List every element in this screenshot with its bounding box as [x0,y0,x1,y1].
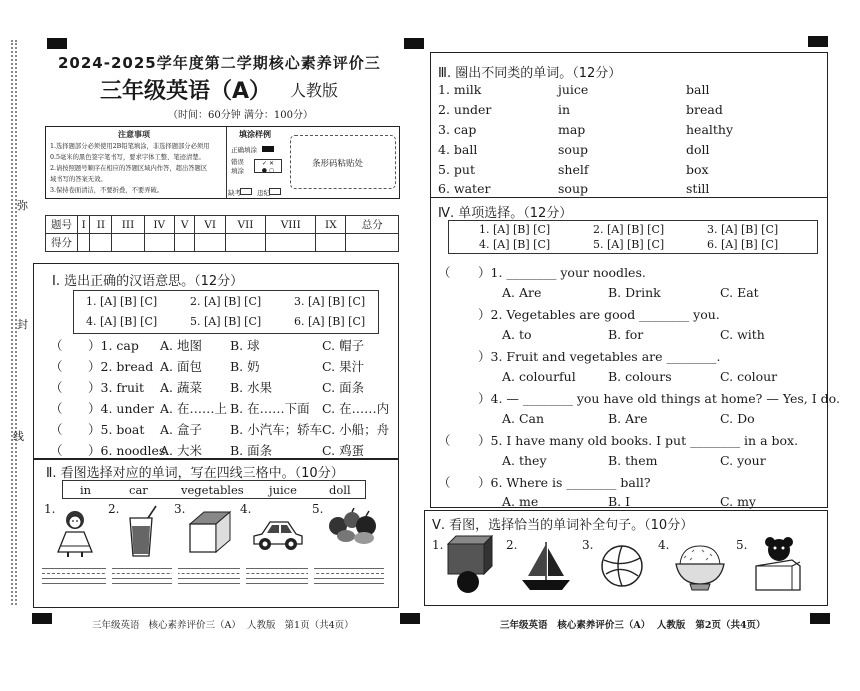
barcode-label: 条形码粘贴处 [312,159,364,169]
registration-mark [808,36,828,47]
option-c[interactable]: C. 鸡蛋 [322,443,365,458]
list-item: （ [50,422,63,437]
option-a[interactable]: A. 盒子 [160,422,202,437]
section-4-title: Ⅳ. 单项选择。（12分） [438,206,573,221]
word-a[interactable]: 5. put [438,162,475,177]
notice-line: 1.选择题部分必须使用2B铅笔填涂，非选择题部分必须用 [50,143,210,150]
notice-line: 0.5毫米的黑色签字笔书写，要求字体工整、笔迹清楚。 [50,154,205,161]
option-a[interactable]: A. 蔬菜 [160,380,202,395]
question-text: ）6. noodles [88,443,166,458]
option-b[interactable]: B. 小汽车；轿车 [230,422,323,437]
absent-label: 缺考 [228,189,241,197]
vegetables-icon [326,508,382,548]
boat-icon [518,538,574,594]
score-cell[interactable] [316,234,346,252]
option-a[interactable]: A. they [502,453,547,468]
score-cell[interactable] [195,234,225,252]
option-c[interactable]: C. with [720,327,765,342]
notice-line: 3.保持卷面清洁，不要折叠，不要弄破。 [50,187,164,194]
option-b[interactable]: B. 奶 [230,359,260,374]
picture-number: 3. [174,502,186,516]
option-c[interactable]: C. 帽子 [322,338,365,353]
teddy-bear-icon [752,536,804,594]
fill-correct-label: 正确填涂 [231,146,257,154]
word-a[interactable]: 6. water [438,181,491,196]
list-item: （ [50,338,63,353]
registration-mark [32,613,52,624]
question-text: ）2. Vegetables are good ________ you. [478,307,720,322]
edition-label: 人教版 [290,81,339,100]
option-c[interactable]: C. colour [720,369,778,384]
answer-option[interactable]: 6. [A] [B] [C] [707,238,779,251]
word-c[interactable]: ball [686,82,710,97]
question-text: ）3. fruit [88,380,145,395]
notice-line: 域书写的答案无效。 [50,176,107,183]
option-c[interactable]: C. Eat [720,285,759,300]
list-item: （ [50,359,63,374]
notice-title: 注意事项 [118,129,150,139]
score-cell[interactable] [144,234,174,252]
list-item: （ [438,475,451,490]
picture-number: 2. [108,502,120,516]
footer-right: 三年级英语 核心素养评价三（A） 人教版 第2页（共4页） [500,620,766,631]
picture-number: 1. [432,538,444,552]
answer-option[interactable]: 2. [A] [B] [C] [190,295,262,308]
option-b[interactable]: B. 水果 [230,380,273,395]
score-header: 题号 [46,216,78,234]
juice-icon [124,504,160,558]
option-c[interactable]: C. 果汁 [322,359,365,374]
option-c[interactable]: C. 面条 [322,380,365,395]
section-3-title: Ⅲ. 圈出不同类的单词。（12分） [438,66,622,81]
option-b[interactable]: B. them [608,453,658,468]
score-header: IV [144,216,174,234]
picture-number: 2. [506,538,518,552]
binding-label: 封 [17,318,28,331]
score-cell[interactable] [174,234,195,252]
picture-number: 4. [658,538,670,552]
question-text: ）5. I have many old books. I put ________ in a box. [478,433,799,448]
question-text: ）1. ________ your noodles. [478,265,646,280]
answer-option[interactable]: 3. [A] [B] [C] [707,223,779,236]
answer-option[interactable]: 6. [A] [B] [C] [294,315,366,328]
fill-wrong-label: 错误填涂 [231,158,244,175]
word-bank-item: car [129,483,148,497]
section-2-title: Ⅱ. 看图选择对应的单词，写在四线三格中。（10分） [46,466,344,481]
score-header: VII [225,216,265,234]
answer-option[interactable]: 5. [A] [B] [C] [593,238,665,251]
option-a[interactable]: A. Can [502,411,545,426]
car-icon [250,512,306,552]
word-b[interactable]: shelf [558,162,589,177]
option-c[interactable]: C. Do [720,411,755,426]
box-icon [186,508,234,556]
list-item: （ [50,380,63,395]
answer-option[interactable]: 4. [A] [B] [C] [479,238,551,251]
score-header: III [112,216,144,234]
option-b[interactable]: B. I [608,494,631,509]
score-header: VI [195,216,225,234]
option-b[interactable]: B. Are [608,411,648,426]
picture-number: 5. [312,502,324,516]
violation-label: 违纪 [257,189,270,197]
score-header: IX [316,216,346,234]
question-text: ）4. under [88,401,154,416]
score-cell[interactable] [346,234,399,252]
question-text: ）3. Fruit and vegetables are ________. [478,349,721,364]
option-b[interactable]: B. for [608,327,644,342]
section-5-title: Ⅴ. 看图，选择恰当的单词补全句子。（10分） [432,518,694,533]
word-bank-item: juice [269,483,297,497]
answer-option[interactable]: 5. [A] [B] [C] [190,315,262,328]
registration-mark [400,613,420,624]
picture-number: 5. [736,538,748,552]
word-bank [62,480,366,499]
score-cell[interactable] [225,234,265,252]
option-b[interactable]: B. 在……下面 [230,401,310,416]
list-item: （ [50,401,63,416]
score-header: VIII [266,216,316,234]
score-cell[interactable] [78,234,90,252]
list-item: （ [438,433,451,448]
option-a[interactable]: A. 地图 [160,338,202,353]
answer-box-4 [448,220,818,254]
question-text: ）6. Where is ________ ball? [478,475,651,490]
question-text: ）5. boat [88,422,145,437]
option-c[interactable]: C. your [720,453,766,468]
answer-option[interactable]: 1. [A] [B] [C] [479,223,551,236]
absent-box[interactable] [240,188,252,195]
option-a[interactable]: A. me [502,494,539,509]
word-c[interactable]: doll [686,142,710,157]
term-title: 2024-2025学年度第二学期核心素养评价三 [58,54,381,72]
list-item: （ [438,265,451,280]
word-c[interactable]: still [686,181,710,196]
option-b[interactable]: B. colours [608,369,672,384]
option-a[interactable]: A. 面包 [160,359,202,374]
option-b[interactable]: B. 面条 [230,443,273,458]
time-info: （时间：60分钟 满分：100分） [168,110,313,121]
score-header: I [78,216,90,234]
option-b[interactable]: B. Drink [608,285,661,300]
option-a[interactable]: A. colourful [502,369,576,384]
word-b[interactable]: map [558,122,586,137]
option-b[interactable]: B. 球 [230,338,260,353]
picture-number: 1. [44,502,56,516]
registration-mark [810,613,830,624]
section-1-title: Ⅰ. 选出正确的汉语意思。（12分） [52,274,244,289]
page-title: 三年级英语（A） [100,79,272,104]
answer-box-1 [73,290,379,334]
notice-box [45,126,400,199]
option-a[interactable]: A. 在……上 [160,401,227,416]
box-ball-icon [444,534,498,594]
question-text: ）4. — ________ you have old things at home? — Yes, I do. [478,391,840,406]
question-text: ）2. bread [88,359,154,374]
option-c[interactable]: C. 小船；舟 [322,422,390,437]
binding-label: 线 [13,430,24,443]
option-a[interactable]: A. to [502,327,532,342]
footer-left: 三年级英语 核心素养评价三（A） 人教版 第1页（共4页） [92,620,354,631]
word-a[interactable]: 4. ball [438,142,478,157]
question-text: ）1. cap [88,338,139,353]
score-cell[interactable] [90,234,112,252]
fill-example-title: 填涂样例 [239,129,271,139]
word-c[interactable]: bread [686,102,723,117]
registration-mark [47,38,67,49]
word-b[interactable]: juice [558,82,589,97]
answer-option[interactable]: 3. [A] [B] [C] [294,295,366,308]
word-b[interactable]: soup [558,142,588,157]
word-b[interactable]: soup [558,181,588,196]
notice-line: 2.请按照题号顺序在相应的答题区域内作答，超出答题区 [50,165,208,172]
picture-number: 3. [582,538,594,552]
word-b[interactable]: in [558,102,571,117]
word-c[interactable]: box [686,162,709,177]
word-bank-item: in [80,483,92,497]
word-bank-item: doll [329,483,351,497]
word-a[interactable]: 2. under [438,102,492,117]
word-bank-item: vegetables [181,483,244,497]
word-c[interactable]: healthy [686,122,734,137]
option-a[interactable]: A. Are [502,285,542,300]
option-c[interactable]: C. 在……内 [322,401,390,416]
registration-mark [404,38,424,49]
fill-wrong-sample: ✓ ✕ ● ○ [254,159,282,173]
option-c[interactable]: C. my [720,494,756,509]
violation-box[interactable] [269,188,281,195]
rice-bowl-icon [672,540,728,592]
option-a[interactable]: A. 大米 [160,443,202,458]
answer-option[interactable]: 4. [A] [B] [C] [86,315,158,328]
score-row-label: 得分 [46,234,78,252]
doll-icon [52,508,98,558]
binding-label: 弥 [17,199,28,212]
picture-number: 4. [240,502,252,516]
score-header: II [90,216,112,234]
score-cell[interactable] [266,234,316,252]
score-header: V [174,216,195,234]
score-cell[interactable] [112,234,144,252]
fill-correct-sample [262,146,274,152]
answer-option[interactable]: 2. [A] [B] [C] [593,223,665,236]
score-header: 总分 [346,216,399,234]
word-a[interactable]: 3. cap [438,122,477,137]
list-item: （ [50,443,63,458]
answer-option[interactable]: 1. [A] [B] [C] [86,295,158,308]
word-a[interactable]: 1. milk [438,82,482,97]
ball-icon [598,542,646,590]
score-table [45,215,399,252]
